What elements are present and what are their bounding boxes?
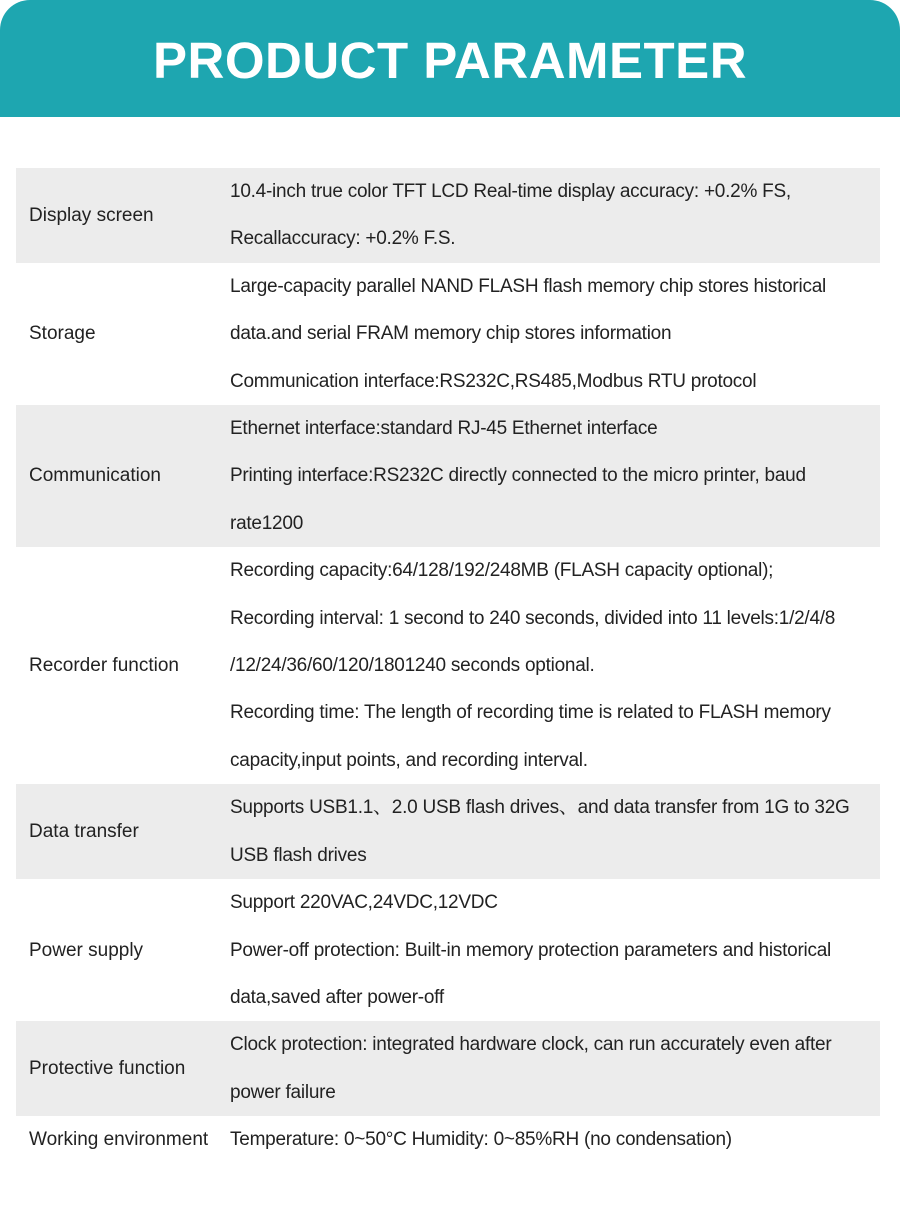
- row-value-line: data,saved after power-off: [230, 986, 444, 1008]
- page-title: PRODUCT PARAMETER: [152, 32, 748, 89]
- row-label: Working environment: [29, 1129, 209, 1151]
- table-row: [16, 168, 880, 263]
- row-value-line: Ethernet interface:standard RJ-45 Ethernet interface: [230, 418, 658, 440]
- row-value-line: USB flash drives: [230, 844, 367, 866]
- row-value-line: Clock protection: integrated hardware clock, can run accurately even after: [230, 1034, 832, 1056]
- row-label: Protective function: [29, 1058, 186, 1080]
- row-label: Data transfer: [29, 820, 139, 842]
- row-value-line: Recallaccuracy: +0.2% F.S.: [230, 228, 456, 250]
- row-value-line: power failure: [230, 1081, 336, 1103]
- row-value: [230, 784, 880, 879]
- row-value-line: rate1200: [230, 512, 304, 534]
- row-value-line: Power-off protection: Built-in memory protection parameters and historical: [230, 939, 832, 961]
- row-label: Power supply: [29, 939, 144, 961]
- table-row: [16, 1116, 880, 1163]
- row-value-line: Large-capacity parallel NAND FLASH flash memory chip stores historical: [230, 275, 827, 297]
- row-value-line: capacity,input points, and recording interval.: [230, 749, 588, 771]
- row-value: [230, 263, 880, 405]
- row-value: [230, 405, 880, 547]
- table-row: [16, 1021, 880, 1116]
- table-row: [16, 405, 880, 547]
- row-value-line: Recording time: The length of recording time is related to FLASH memory: [230, 702, 831, 724]
- row-value: [230, 879, 880, 1021]
- row-value-line: Supports USB1.1、2.0 USB flash drives、and data transfer from 1G to 32G: [230, 797, 850, 819]
- table-row: [16, 263, 880, 405]
- parameter-table: [16, 168, 880, 1164]
- row-value-line: 10.4-inch true color TFT LCD Real-time display accuracy: +0.2% FS,: [230, 181, 791, 202]
- row-value-line: Printing interface:RS232C directly connected to the micro printer, baud: [230, 465, 806, 487]
- row-value: [230, 1021, 880, 1116]
- row-value-line: Recording capacity:64/128/192/248MB (FLASH capacity optional);: [230, 560, 774, 582]
- row-value-line: Support 220VAC,24VDC,12VDC: [230, 892, 498, 914]
- row-value-line: /12/24/36/60/120/1801240 seconds optional.: [230, 655, 595, 677]
- row-label: Recorder function: [29, 655, 179, 677]
- row-value-line: Recording interval: 1 second to 240 seconds, divided into 11 levels:1/2/4/8: [230, 607, 836, 629]
- header-banner: [0, 0, 900, 117]
- row-value: [230, 1116, 880, 1163]
- row-label: Display screen: [29, 204, 154, 226]
- row-value-line: data.and serial FRAM memory chip stores information: [230, 323, 672, 345]
- row-value: [230, 168, 880, 263]
- row-value-line: Communication interface:RS232C,RS485,Modbus RTU protocol: [230, 370, 757, 392]
- row-label: Storage: [29, 323, 96, 345]
- row-label: Communication: [29, 465, 161, 487]
- table-row: [16, 784, 880, 879]
- row-value: [230, 547, 880, 784]
- table-row: [16, 547, 880, 784]
- row-value-line: Temperature: 0~50°C Humidity: 0~85%RH (no condensation): [230, 1129, 732, 1151]
- table-row: [16, 879, 880, 1021]
